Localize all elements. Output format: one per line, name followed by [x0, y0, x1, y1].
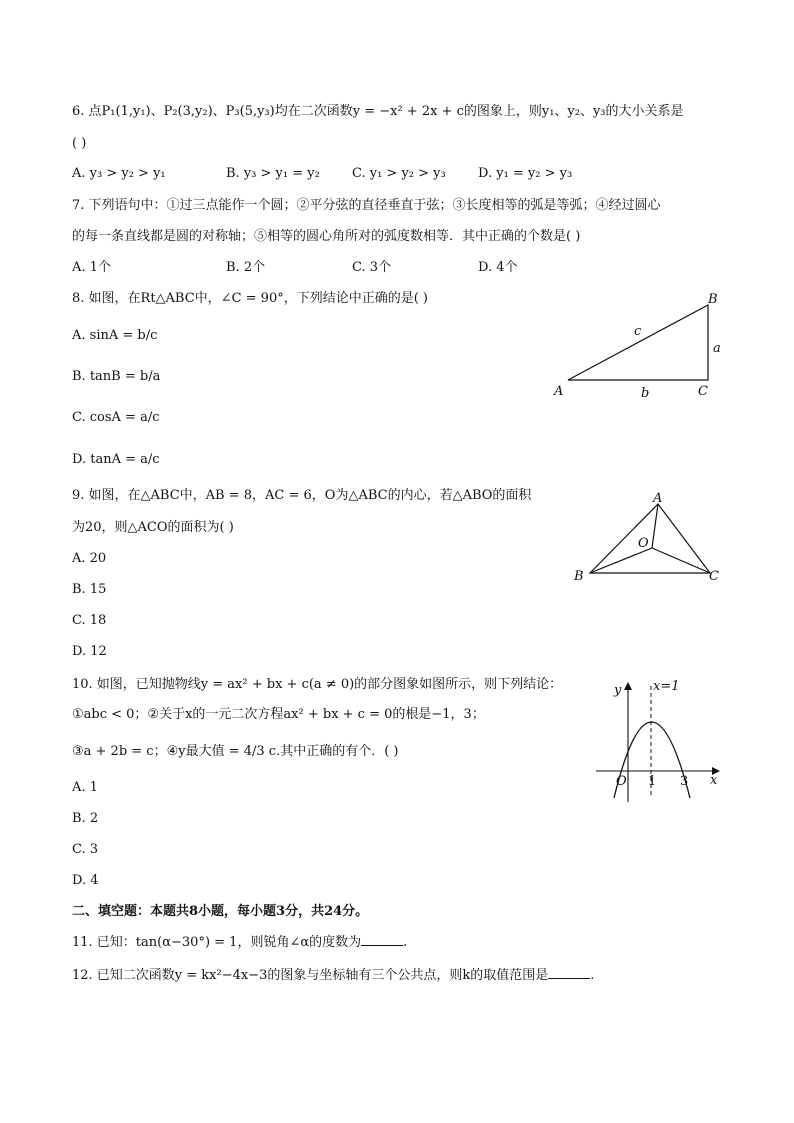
q6-option-d[interactable]: D. y₁ = y₂ > y₃	[478, 166, 573, 181]
q8-option-c[interactable]: C. cosA = a/c	[72, 410, 160, 425]
q6-paren: ( )	[72, 136, 87, 151]
q6-option-b[interactable]: B. y₃ > y₁ = y₂	[226, 166, 320, 181]
q10-stem-line3: ③a + 2b = c；④y最大值 = 4/3 c.其中正确的有个．( )	[72, 744, 399, 759]
q9-segment-ao	[652, 504, 658, 548]
q9-label-b: B	[574, 569, 584, 584]
q10-y-arrow	[624, 682, 632, 690]
q7-stem-line2: 的每一条直线都是圆的对称轴；⑤相等的圆心角所对的弧度数相等．其中正确的个数是( )	[72, 229, 581, 244]
q10-label-axis: x=1	[653, 679, 680, 694]
q10-label-one: 1	[648, 774, 657, 789]
q7-option-d[interactable]: D. 4个	[478, 260, 518, 275]
q11-stem: 11. 已知：tan(α−30°) = 1，则锐角∠α的度数为	[72, 935, 362, 950]
q9-stem-line1: 9. 如图，在△ABC中，AB = 8，AC = 6，O为△ABC的内心，若△ABO的面积	[72, 488, 532, 503]
q9-option-a[interactable]: A. 20	[72, 551, 107, 566]
q9-incenter-figure	[568, 488, 728, 586]
q10-option-c[interactable]: C. 3	[72, 842, 99, 857]
q12-answer-blank[interactable]	[548, 966, 590, 979]
q9-label-a: A	[653, 491, 663, 506]
q11-line	[72, 933, 407, 953]
q9-label-c: C	[709, 569, 719, 584]
q8-option-d[interactable]: D. tanA = a/c	[72, 452, 160, 467]
q10-option-a[interactable]: A. 1	[72, 780, 98, 795]
q10-parabola-figure	[590, 676, 730, 806]
q11-answer-blank[interactable]	[361, 933, 403, 946]
q10-label-origin: O	[616, 774, 627, 789]
q11-end: .	[403, 935, 408, 950]
q10-option-b[interactable]: B. 2	[72, 811, 99, 826]
q9-segment-bo	[590, 548, 652, 573]
q10-stem-line2: ①abc < 0；②关于x的一元二次方程ax² + bx + c = 0的根是−1，3；	[72, 707, 485, 722]
q10-label-three: 3	[680, 774, 689, 789]
q10-label-x: x	[710, 773, 718, 788]
q9-stem-line2: 为20，则△ACO的面积为( )	[72, 520, 234, 535]
q7-option-c[interactable]: C. 3个	[352, 260, 392, 275]
q7-option-a[interactable]: A. 1个	[72, 260, 111, 275]
q12-line	[72, 966, 594, 986]
q8-label-a-vertex: A	[554, 384, 564, 399]
q8-stem: 8. 如图，在Rt△ABC中，∠C = 90°，下列结论中正确的是( )	[72, 291, 428, 306]
q6-option-a[interactable]: A. y₃ > y₂ > y₁	[72, 166, 166, 181]
q8-option-b[interactable]: B. tanB = b/a	[72, 369, 161, 384]
q9-triangle	[590, 504, 710, 573]
q9-option-d[interactable]: D. 12	[72, 644, 107, 659]
q8-option-a[interactable]: A. sinA = b/c	[72, 328, 158, 343]
q9-option-b[interactable]: B. 15	[72, 582, 107, 597]
q7-stem-line1: 7. 下列语句中：①过三点能作一个圆；②平分弦的直径垂直于弦；③长度相等的弧是等弧；④经过圆心	[72, 198, 661, 213]
q8-label-side-b: b	[641, 386, 650, 401]
q12-end: .	[590, 968, 595, 983]
q7-option-b[interactable]: B. 2个	[226, 260, 266, 275]
q12-stem: 12. 已知二次函数y = kx²−4x−3的图象与坐标轴有三个公共点，则k的取值范围是	[72, 968, 549, 983]
q10-option-d[interactable]: D. 4	[72, 873, 99, 888]
q9-option-c[interactable]: C. 18	[72, 613, 107, 628]
q10-stem-line1: 10. 如图，已知抛物线y = ax² + bx + c(a ≠ 0)的部分图象如图所示，则下列结论：	[72, 677, 563, 692]
q8-label-c-vertex: C	[698, 384, 708, 399]
q8-label-b-vertex: B	[708, 292, 718, 307]
q8-label-side-a: a	[713, 341, 721, 356]
q8-triangle-figure	[548, 290, 728, 402]
section2-heading: 二、填空题：本题共8小题，每小题3分，共24分。	[72, 904, 369, 919]
q8-triangle	[568, 305, 708, 380]
q9-label-o: O	[638, 536, 649, 551]
q6-stem: 6. 点P₁(1,y₁)、P₂(3,y₂)、P₃(5,y₃)均在二次函数y = −x² + 2x + c的图象上，则y₁、y₂、y₃的大小关系是	[72, 104, 684, 119]
q6-option-c[interactable]: C. y₁ > y₂ > y₃	[352, 166, 446, 181]
q10-label-y: y	[614, 683, 622, 698]
q8-label-side-c: c	[634, 324, 642, 339]
